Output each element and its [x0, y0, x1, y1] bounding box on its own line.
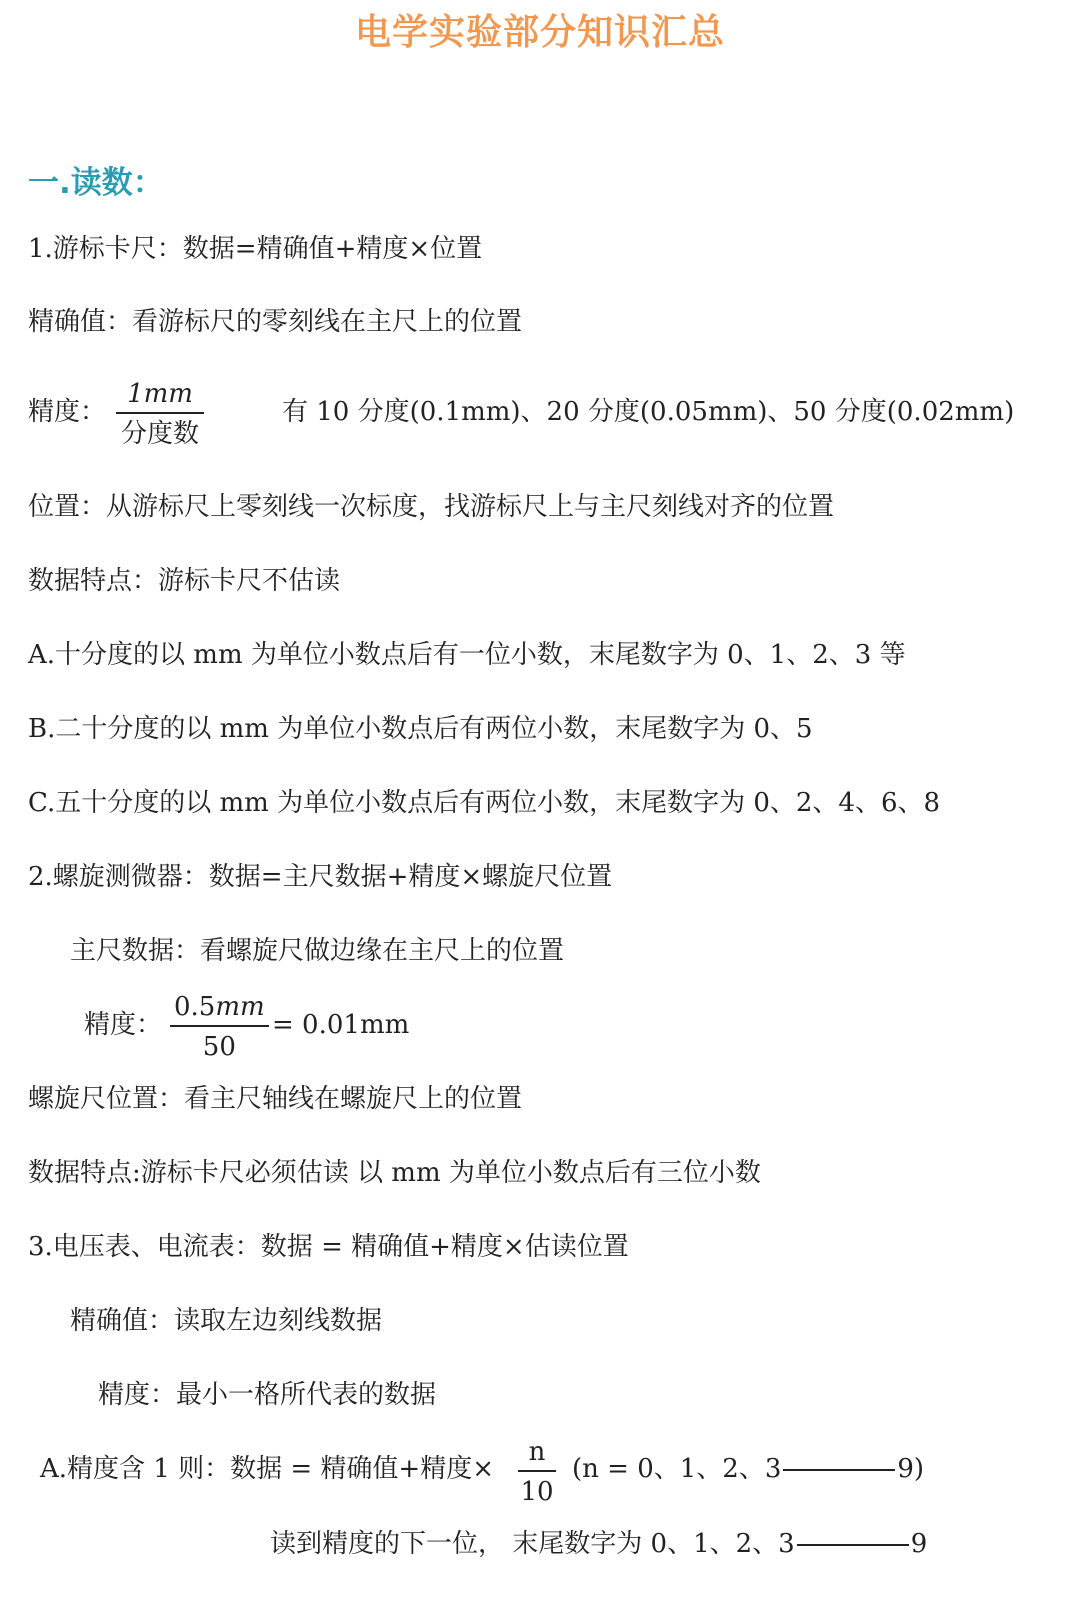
micrometer-position: 螺旋尺位置：看主尺轴线在螺旋尺上的位置	[28, 1084, 523, 1114]
section-heading-reading: 一.读数：	[28, 165, 164, 201]
micrometer-feature: 数据特点:游标卡尺必须估读 以 mm 为单位小数点后有三位小数	[28, 1158, 761, 1188]
meters-precision: 精度：最小一格所代表的数据	[98, 1380, 437, 1410]
micrometer-precision-numerator-value: 0.5	[174, 992, 216, 1022]
caliper-precision-denominator: 分度数	[120, 419, 199, 449]
caliper-item-a: A.十分度的以 mm 为单位小数点后有一位小数，末尾数字为 0、1、2、3 等	[28, 640, 906, 670]
micrometer-precision-numerator	[170, 991, 269, 1027]
meters-item-a-note	[270, 1527, 927, 1561]
caliper-position: 位置：从游标尺上零刻线一次标度，找游标尺上与主尺刻线对齐的位置	[28, 492, 835, 522]
caliper-item-c: C.五十分度的以 mm 为单位小数点后有两位小数，末尾数字为 0、2、4、6、8	[28, 788, 941, 818]
caliper-precision-fraction	[116, 378, 204, 450]
caliper-precision-note: 有 10 分度(0.1mm)、20 分度(0.05mm)、50 分度(0.02mm)	[282, 397, 1015, 427]
meters-item-a-note-end: 9	[910, 1529, 928, 1559]
meters-heading: 3.电压表、电流表：数据 = 精确值+精度×估读位置	[28, 1232, 629, 1262]
meters-item-a-fraction	[518, 1436, 556, 1508]
caliper-heading: 1.游标卡尺：数据=精确值+精度×位置	[28, 234, 483, 264]
micrometer-main-scale: 主尺数据：看螺旋尺做边缘在主尺上的位置	[70, 936, 565, 966]
micrometer-precision-denominator: 50	[202, 1032, 236, 1062]
meters-item-a-range-start: (n = 0、1、2、3	[572, 1454, 782, 1484]
meters-item-a-prefix: A.精度含 1 则：数据 = 精确值+精度×	[40, 1454, 494, 1484]
micrometer-heading: 2.螺旋测微器：数据=主尺数据+精度×螺旋尺位置	[28, 862, 613, 892]
caliper-precision-label: 精度：	[28, 397, 107, 427]
micrometer-precision-numerator-unit: mm	[215, 992, 265, 1022]
meters-item-a-range	[572, 1452, 924, 1486]
caliper-item-b: B.二十分度的以 mm 为单位小数点后有两位小数，末尾数字为 0、5	[28, 714, 813, 744]
meters-item-a-note-start: 读到精度的下一位， 末尾数字为 0、1、2、3	[270, 1529, 795, 1559]
caliper-precision-numerator: 1mm	[116, 378, 204, 414]
range-dash	[783, 1469, 895, 1471]
micrometer-precision-result: = 0.01mm	[272, 1010, 410, 1040]
meters-item-a-denominator: 10	[520, 1477, 554, 1507]
meters-item-a-numerator: n	[518, 1436, 556, 1472]
range-dash	[797, 1544, 909, 1546]
meters-exact-value: 精确值：读取左边刻线数据	[70, 1306, 383, 1336]
micrometer-precision-label: 精度：	[84, 1010, 163, 1040]
meters-item-a-range-end: 9)	[897, 1454, 925, 1484]
caliper-exact-value: 精确值：看游标尺的零刻线在主尺上的位置	[28, 307, 523, 337]
micrometer-precision-fraction	[170, 991, 269, 1063]
caliper-feature: 数据特点：游标卡尺不估读	[28, 566, 341, 596]
page-title: 电学实验部分知识汇总	[354, 12, 725, 53]
